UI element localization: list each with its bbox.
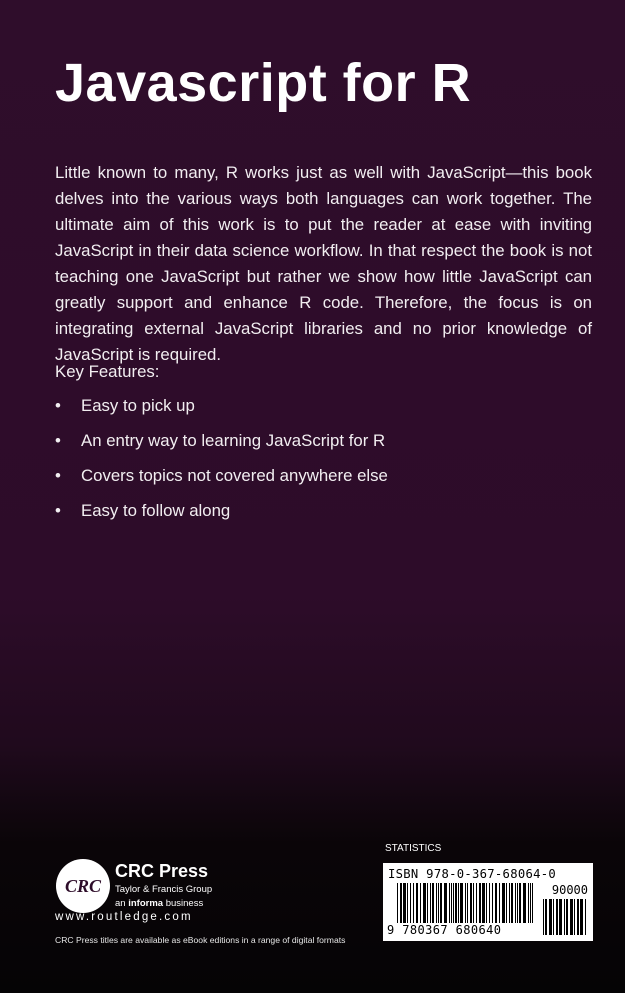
addon-bar	[556, 899, 558, 935]
barcode-bar	[458, 883, 459, 923]
crc-logo-icon	[55, 858, 111, 914]
barcode-bar	[499, 883, 500, 923]
barcode-bar	[403, 883, 406, 923]
business-suffix: business	[163, 898, 204, 909]
barcode-bar	[427, 883, 428, 923]
addon-bar	[585, 899, 586, 935]
addon-bar	[559, 899, 562, 935]
publisher-group: Taylor & Francis Group	[115, 884, 213, 895]
book-title: Javascript for R	[55, 53, 472, 113]
addon-bar	[574, 899, 575, 935]
addon-bar	[545, 899, 547, 935]
addon-bar	[553, 899, 554, 935]
barcode-bar	[470, 883, 472, 923]
barcode-bar	[413, 883, 414, 923]
ebook-note: CRC Press titles are available as eBook editions in a range of digital formats	[55, 935, 346, 945]
barcode-bar	[465, 883, 466, 923]
barcode-bar	[467, 883, 468, 923]
feature-item	[55, 501, 388, 536]
barcode-bar	[473, 883, 474, 923]
barcode-bar	[517, 883, 518, 923]
barcode-bar	[436, 883, 437, 923]
barcode-bar	[420, 883, 421, 923]
barcode-bar	[453, 883, 454, 923]
barcode-bar	[430, 883, 431, 923]
barcode-bar	[438, 883, 439, 923]
addon-bar	[564, 899, 565, 935]
feature-text: Easy to follow along	[81, 501, 231, 520]
barcode-bar	[444, 883, 447, 923]
barcode-bar	[482, 883, 485, 923]
barcode-bar	[530, 883, 531, 923]
isbn-number: ISBN 978-0-367-68064-0	[388, 867, 557, 881]
bullet-icon: •	[55, 431, 61, 450]
feature-text: Covers topics not covered anywhere else	[81, 466, 388, 485]
barcode-bar	[502, 883, 505, 923]
barcode-bar	[451, 883, 452, 923]
barcode-bar	[509, 883, 510, 923]
addon-bar	[566, 899, 568, 935]
barcode-bar	[495, 883, 497, 923]
crc-logo-text: CRC	[64, 876, 102, 896]
bullet-icon: •	[55, 501, 61, 520]
barcode-bar	[479, 883, 481, 923]
barcode-bar	[486, 883, 487, 923]
ean-digits: 9 780367 680640	[387, 923, 502, 937]
barcode-bar	[407, 883, 408, 923]
feature-text: Easy to pick up	[81, 396, 195, 415]
barcode-bar	[410, 883, 411, 923]
barcode-bar	[492, 883, 493, 923]
barcode-bar	[519, 883, 521, 923]
barcode-bar	[400, 883, 402, 923]
barcode-bar	[397, 883, 398, 923]
barcode-bar	[532, 883, 533, 923]
key-features-label: Key Features:	[55, 362, 160, 381]
barcode-bar	[460, 883, 463, 923]
subject-category: STATISTICS	[385, 843, 442, 854]
barcode-bar	[506, 883, 507, 923]
book-description: Little known to many, R works just as well with JavaScript—this book delves into the various ways both languages can work together. The ultimate aim of this work is to put the reader at ease with inviting JavaScript in their data science workflow. In that respect the book is not teaching one JavaScript but rather we show how little JavaScript can greatly support and enhance R code. Therefore, the focus is on integrating external JavaScript libraries and no prior knowledge of JavaScript is required.	[55, 163, 592, 364]
barcode-bar	[449, 883, 450, 923]
barcode-bar	[416, 883, 418, 923]
business-prefix: an	[115, 898, 129, 909]
addon-bar	[580, 899, 583, 935]
barcode-bar	[440, 883, 442, 923]
addon-bar	[577, 899, 579, 935]
key-features-list	[55, 396, 388, 536]
feature-item	[55, 466, 388, 501]
bullet-icon: •	[55, 396, 61, 415]
publisher-website: www.routledge.com	[55, 911, 193, 923]
business-bold: informa	[128, 898, 164, 909]
bullet-icon: •	[55, 466, 61, 485]
barcode-bar	[523, 883, 526, 923]
barcode-bar	[489, 883, 490, 923]
publisher-name: CRC Press	[115, 861, 209, 881]
barcode-bar	[528, 883, 529, 923]
addon-bar	[549, 899, 552, 935]
barcode-bar	[511, 883, 513, 923]
feature-item	[55, 396, 388, 431]
price-code: 90000	[551, 883, 588, 897]
barcode-bar	[476, 883, 477, 923]
publisher-business	[115, 898, 203, 909]
addon-bar	[543, 899, 544, 935]
barcode-bar	[515, 883, 516, 923]
barcode-bar	[423, 883, 426, 923]
barcode-bar	[432, 883, 434, 923]
isbn-barcode	[383, 863, 593, 941]
addon-bar	[570, 899, 573, 935]
feature-item	[55, 431, 388, 466]
feature-text: An entry way to learning JavaScript for R	[81, 431, 386, 450]
barcode-bar	[455, 883, 457, 923]
